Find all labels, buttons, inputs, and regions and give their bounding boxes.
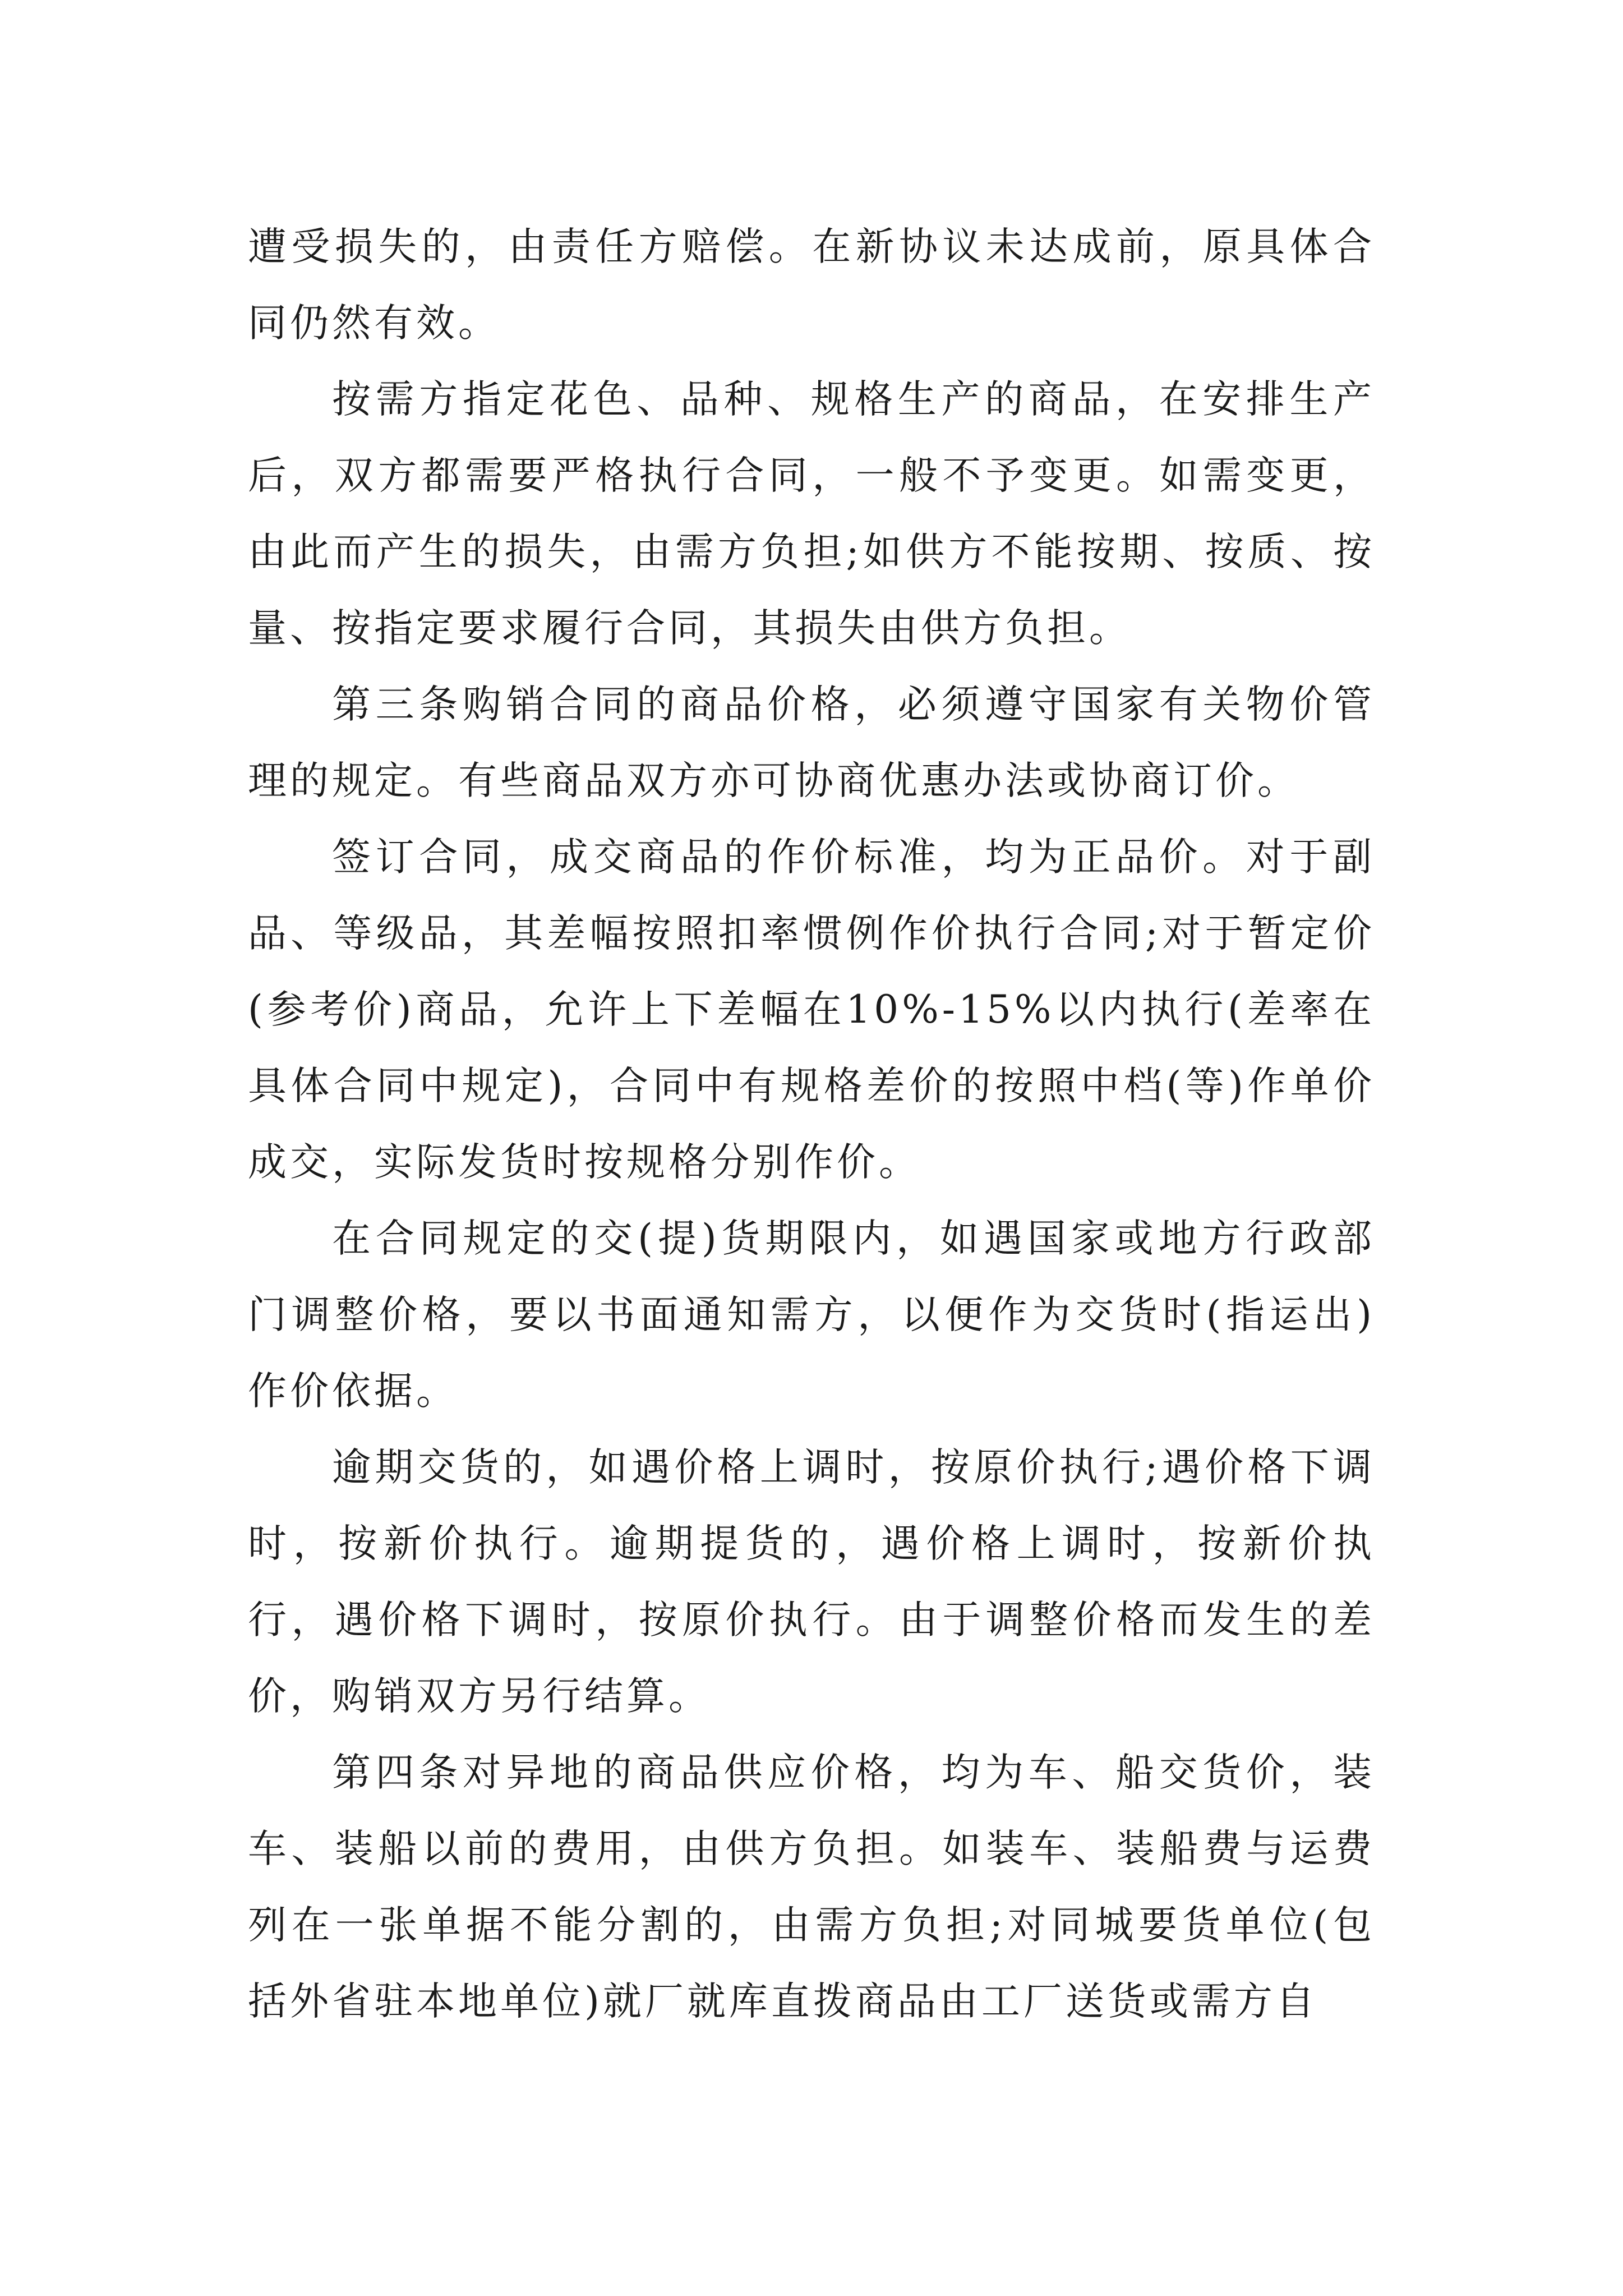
paragraph-overdue-delivery: 逾期交货的，如遇价格上调时，按原价执行;遇价格下调时，按新价执行。逾期提货的，遇价格上调时，按新价执行，遇价格下调时，按原价执行。由于调整价格而发生的差价，购销双方另行结算。: [248, 1445, 1375, 1719]
paragraph-article-4: 第四条对异地的商品供应价格，均为车、船交货价，装车、装船以前的费用，由供方负担。如装车、装船费与运费列在一张单据不能分割的，由需方负担;对同城要货单位(包括外省驻本地单位)就厂就库直拨商品由工厂送货或需方自: [248, 1750, 1375, 2024]
paragraph-custom-goods: 按需方指定花色、品种、规格生产的商品，在安排生产后，双方都需要严格执行合同，一般不予变更。如需变更，由此而产生的损失，由需方负担;如供方不能按期、按质、按量、按指定要求履行合同，其损失由供方负担。: [248, 377, 1375, 651]
document-body: [248, 209, 1375, 2040]
paragraph-continuation: 遭受损失的，由责任方赔偿。在新协议未达成前，原具体合同仍然有效。: [248, 224, 1375, 346]
paragraph-price-adjustment: 在合同规定的交(提)货期限内，如遇国家或地方行政部门调整价格，要以书面通知需方，以便作为交货时(指运出)作价依据。: [248, 1216, 1375, 1414]
paragraph-pricing-standard: 签订合同，成交商品的作价标准，均为正品价。对于副品、等级品，其差幅按照扣率惯例作价执行合同;对于暂定价(参考价)商品，允许上下差幅在10%-15%以内执行(差率在具体合同中规定)，合同中有规格差价的按照中档(等)作单价成交，实际发货时按规格分别作价。: [248, 835, 1375, 1185]
paragraph-article-3: 第三条购销合同的商品价格，必须遵守国家有关物价管理的规定。有些商品双方亦可协商优惠办法或协商订价。: [248, 682, 1375, 803]
